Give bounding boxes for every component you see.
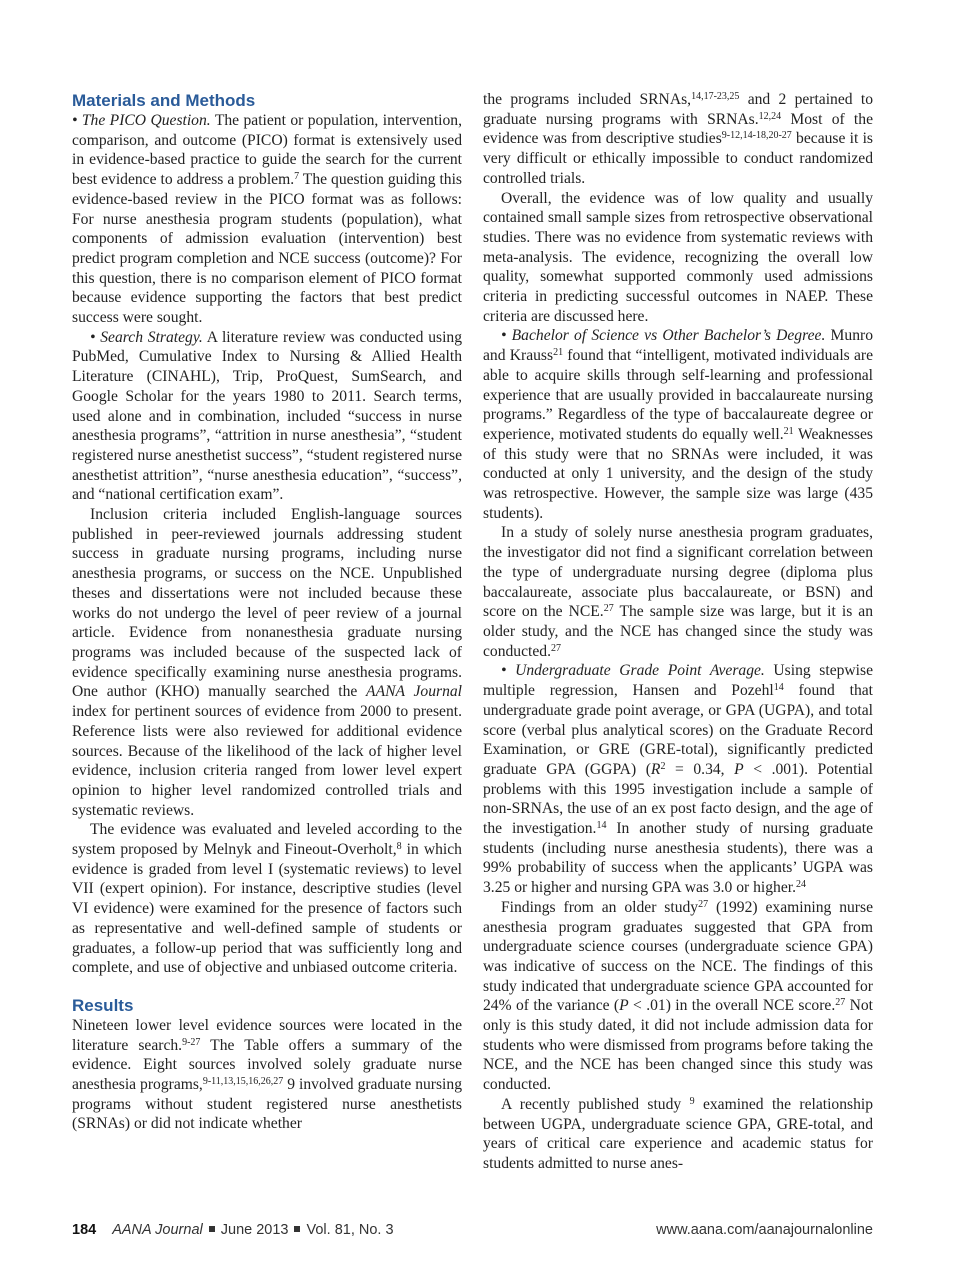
recent-text-b: examined the relationship between UGPA, undergraduate science GPA, GRE-total, and years of critical care experience and academic status for students admitted to nurse anes- [483, 1095, 874, 1172]
journal-name: AANA Journal [366, 683, 462, 701]
citation-ref: 8 [396, 841, 402, 853]
ugpa-text-e: In another study of nursing graduate students (including nurse anesthesia students), there was a 99% probability of success when the applicants’ UGPA was 3.25 or higher and nursing GPA was 3.0 or higher. [483, 820, 873, 897]
footer-citation [72, 1222, 394, 1238]
citation-ref: 21 [783, 425, 794, 437]
stat-p: P [619, 997, 629, 1015]
citation-ref: 14 [596, 820, 607, 832]
search-lead: • Search Strategy. [90, 328, 203, 346]
pico-text-a: The patient or population, intervention, comparison, and outcome (PICO) format is extensively used in evidence-based practice to guide the search for the current best evidence to address a problem. [72, 112, 462, 189]
pico-lead: • The PICO Question. [72, 112, 211, 129]
ugpa-text-d: < .001). Potential problems with this 1995 investigation include a sample of non-SRNAs, the use of an ex post facto design, and the age of the investigation. [483, 760, 873, 838]
separator-square-icon [294, 1226, 300, 1232]
citation-ref: 27 [835, 997, 846, 1009]
paragraph-search-strategy [72, 328, 462, 505]
footer-issue-date: June 2013 [220, 1222, 289, 1238]
citation-ref: 24 [796, 879, 807, 891]
ugpa-text-b: found that undergraduate grade point average, or GPA (UGPA), and total score (verbal plus analytical scores) on the Graduate Record Examination, or GRE (GRE-total), significantly predicted graduate GPA (GGPA) ( [483, 682, 873, 778]
study-text-a: In a study of solely nurse anesthesia program graduates, the investigator did not find a significant correlation between the type of undergraduate nursing degree (diploma plus baccalaureate, associate plus baccalaureate, or BSN) and score on the NCE. [483, 524, 873, 621]
section-heading-results: Results [72, 995, 134, 1015]
citation-ref: 27 [550, 642, 561, 654]
citation-ref: 27 [698, 898, 709, 910]
inclusion-text-a: Inclusion criteria included English-language sources published in peer-reviewed journals addressing student success in graduate nursing programs, including nurse anesthesia programs, or success on the NCE. Unpublished theses and dissertations were not included because these works do not undergo the level of peer review of a journal article. Evidence from nonanesthesia graduate nursing programs was included because of the suspected lack of evidence specifically examining nurse anesthesia programs. One author (KHO) manually searched the [72, 506, 462, 701]
citation-ref: 21 [553, 347, 564, 359]
paragraph-recent-study [483, 1095, 873, 1174]
cont-text-d: because it is very difficult or ethically impossible to conduct randomized controlled trials. [483, 130, 874, 187]
separator-square-icon [209, 1226, 215, 1232]
study-text-b: The sample size was large, but it is an older study, and the NCE has changed since the study was conducted. [483, 603, 874, 660]
cont-text-b: and 2 pertained to graduate nursing programs with SRNAs. [483, 91, 873, 128]
section-heading-materials-methods: Materials and Methods [72, 91, 256, 110]
citation-ref: 14 [773, 682, 784, 694]
paragraph-inclusion-criteria [72, 505, 462, 820]
results-text-a: Nineteen lower level evidence sources were located in the literature search. [72, 1016, 462, 1054]
footer-journal-url[interactable]: www.aana.com/aanajournalonline [656, 1222, 873, 1238]
ugpa-text-a: Using stepwise multiple regression, Hansen and Pozehl [483, 662, 873, 700]
citation-ref: 7 [294, 171, 300, 183]
evidence-text-a: The evidence was evaluated and leveled according to the system proposed by Melnyk and Fineout-Overholt, [72, 821, 462, 859]
findings-text-d: Not only is this study dated, it did not include admission data for students who were dismissed from programs before taking the NCE, and the NCE has been changed since this study was conducted. [483, 997, 873, 1094]
stat-r-exponent: 2 [660, 760, 666, 772]
bachelor-text-c: Weaknesses of this study were that no SRNAs were included, it was conducted at only 1 university, and the design of the study was retrospective. However, the sample size was large (435 students). [483, 425, 873, 522]
paragraph-degree-study [483, 523, 873, 661]
citation-ref: 9-11,13,15,16,26,27 [202, 1076, 284, 1088]
cont-text-c: Most of the evidence was from descriptive studies [483, 110, 873, 148]
results-text-c: 9 involved graduate nursing programs without student registered nurse anesthetists (SRNAs) or did not indicate whether [72, 1076, 462, 1133]
ugpa-lead: • Undergraduate Grade Point Average. [501, 662, 765, 680]
page-footer [72, 1222, 873, 1242]
findings-text-b: (1992) examining nurse anesthesia program graduates suggested that GPA from undergraduate science courses (undergraduate science GPA) was indicative of success on the NCE. The findings of this study indicated that undergraduate science GPA accounted for 24% of the variance ( [483, 898, 873, 1015]
citation-ref: 27 [603, 603, 614, 615]
cont-text-a: the programs included SRNAs, [483, 91, 692, 108]
citation-ref: 9-27 [182, 1036, 201, 1048]
bachelor-text-a: Munro and Krauss [483, 327, 873, 365]
left-column [72, 90, 462, 1134]
inclusion-text-b: index for pertinent sources of evidence from 2000 to present. Reference lists were also reviewed for additional evidence sources. Because of the likelihood of the lack of higher level evidence, inclusion criteria ranged from lower level expert opinion to higher level randomized controlled trials and systematic reviews. [72, 703, 462, 819]
right-column [483, 90, 873, 1174]
paragraph-undergraduate-gpa [483, 661, 873, 897]
bachelor-text-b: found that “intelligent, motivated individuals are able to acquire skills through self-learning and professional experience that are usually provided in baccalaureate nursing programs.” Regardless of the type of baccalaureate degree or experience, motivated students do equally well. [483, 347, 873, 443]
paragraph-results-continued [483, 90, 873, 189]
results-text-b: The Table offers a summary of the evidence. Eight sources involved solely graduate nurse anesthesia programs, [72, 1036, 462, 1094]
footer-volume: Vol. 81, No. 3 [306, 1222, 394, 1238]
paragraph-overall-quality: Overall, the evidence was of low quality and usually contained small sample sizes from retrospective observational studies. There was no evidence from systematic reviews with meta-analysis. The evidence, recognizing the overall low quality, somewhat supported commonly used admissions criteria in predicting successful outcomes in NAEP. These criteria are discussed here. [483, 189, 873, 325]
citation-ref: 12,24 [758, 110, 782, 122]
ugpa-text-c: = 0.34, [665, 760, 735, 778]
citation-ref: 9 [689, 1095, 695, 1107]
paragraph-bachelor-degree [483, 326, 873, 523]
pico-text-b: The question guiding this evidence-based review in the PICO format was as follows: For nurse anesthesia program students (population), what components of admission evaluation (intervention) best predict program completion and NCE success (outcome)? For this question, there is no comparison element of PICO format because evidence supporting the factors that best predict success were sought. [72, 171, 463, 327]
paragraph-results [72, 1016, 462, 1134]
search-text: A literature review was conducted using PubMed, Cumulative Index to Nursing & Allied Health Literature (CINAHL), Trip, ProQuest, SumSearch, and Google Scholar for the years 1980 to 2011. Search terms, used alone and in combination, included “success in nurse anesthesia programs”, “attrition in nurse anesthesia”, “student registered nurse anesthetist success”, “student registered nurse anesthetist attrition”, “nurse anesthesia education”, “success”, and “national certification exam”. [72, 328, 462, 504]
citation-ref: 9-12,14-18,20-27 [721, 130, 792, 142]
paragraph-pico-question [72, 111, 462, 328]
recent-text-a: A recently published study [501, 1095, 690, 1113]
stat-r: R [650, 760, 661, 778]
findings-text-c: < .01) in the overall NCE score. [628, 997, 836, 1015]
stat-p: P [734, 760, 744, 778]
paragraph-evidence-leveling [72, 820, 462, 978]
page-number: 184 [72, 1222, 97, 1238]
findings-text-a: Findings from an older study [501, 898, 699, 916]
footer-journal-name: AANA Journal [112, 1222, 203, 1238]
citation-ref: 14,17-23,25 [691, 91, 740, 102]
bachelor-lead: • Bachelor of Science vs Other Bachelor’s Degree. [501, 327, 826, 345]
paragraph-older-study-findings [483, 898, 873, 1095]
evidence-text-b: in which evidence is graded from level I (systematic reviews) to level VII (expert opinion). For instance, descriptive studies (level VI evidence) were examined for the presence of factors such as representative and well-defined sample of students or graduates, a follow-up period that was sufficiently long and complete, and use of objective and unbiased outcome criteria. [72, 841, 462, 977]
